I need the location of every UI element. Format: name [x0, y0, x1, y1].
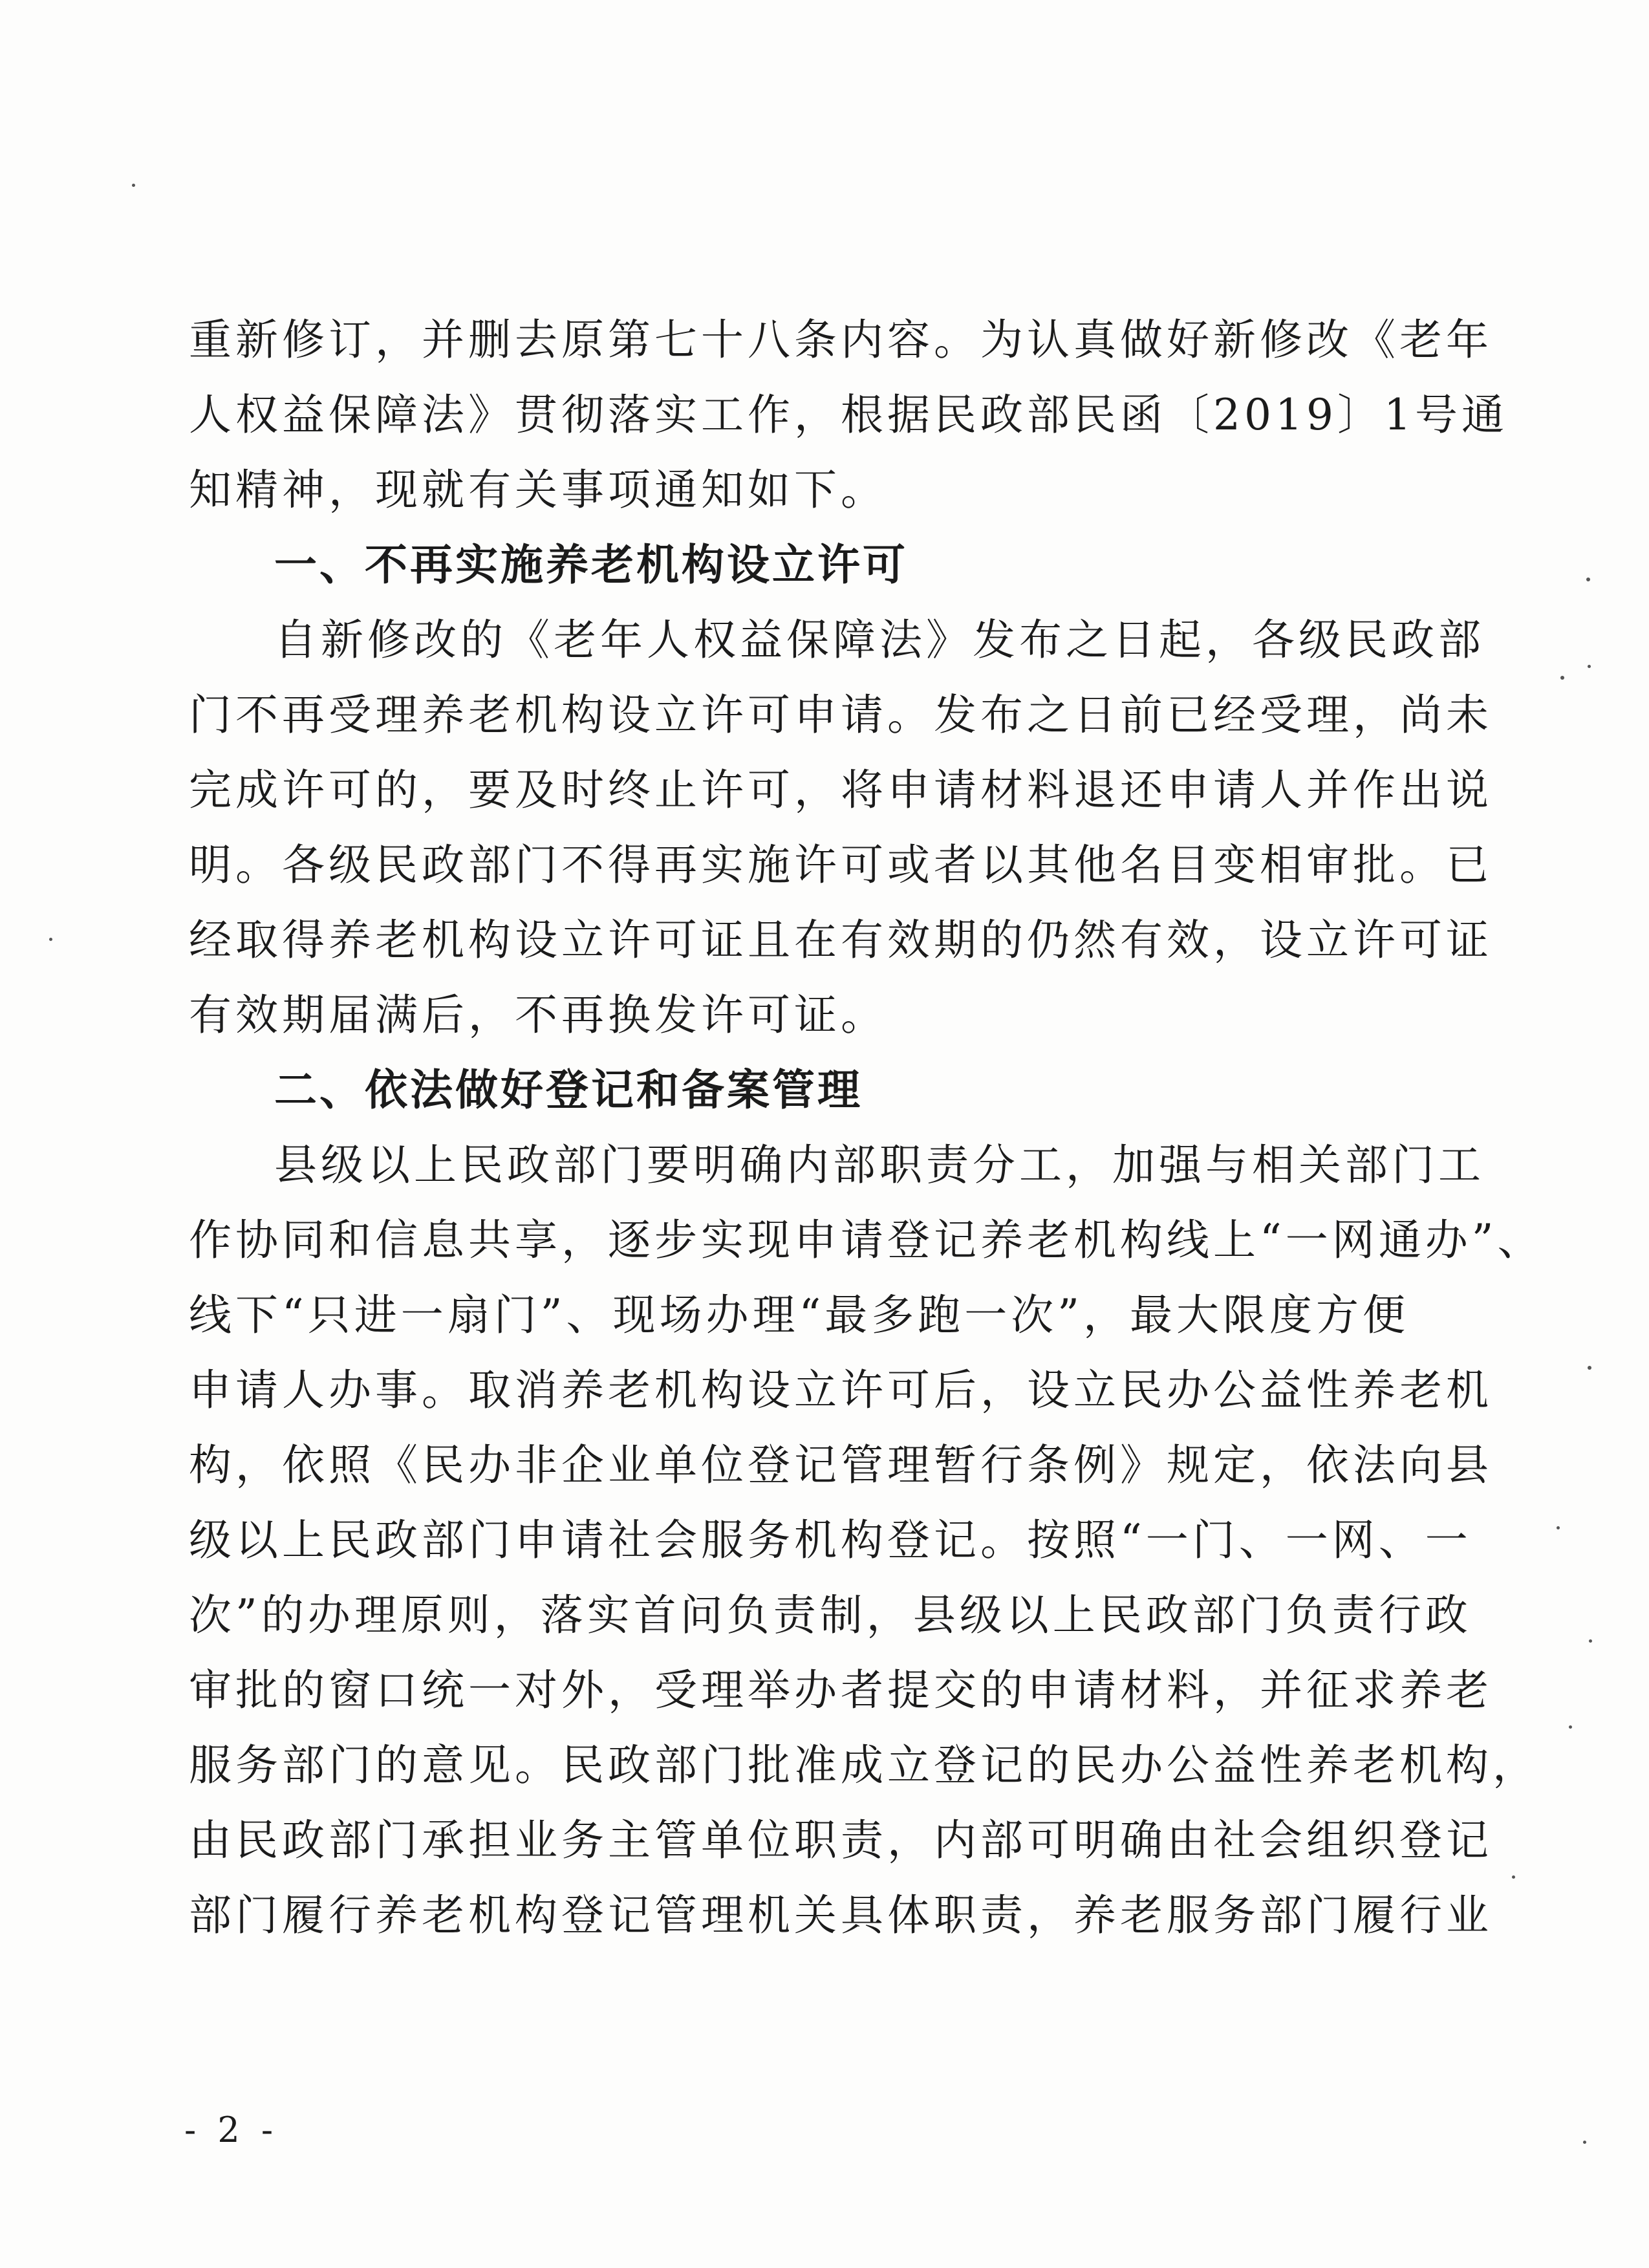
text-line: 门不再受理养老机构设立许可申请。发布之日前已经受理，尚未 [189, 690, 1493, 740]
text-line: 服务部门的意见。民政部门批准成立登记的民办公益性养老机构， [189, 1740, 1539, 1790]
text-line: 有效期届满后，不再换发许可证。 [189, 990, 887, 1040]
scan-speck [49, 938, 52, 941]
text-line: 部门履行养老机构登记管理机关具体职责，养老服务部门履行业 [189, 1890, 1493, 1940]
text-line: 审批的窗口统一对外，受理举办者提交的申请材料，并征求养老 [189, 1665, 1493, 1715]
scan-speck [1569, 1725, 1572, 1729]
text-line: 明。各级民政部门不得再实施许可或者以其他名目变相审批。已 [189, 840, 1493, 890]
text-line: 人权益保障法》贯彻落实工作，根据民政部民函〔2019〕1号通 [189, 390, 1508, 440]
text-line: 作协同和信息共享，逐步实现申请登记养老机构线上“一网通办”、 [189, 1215, 1544, 1265]
scan-speck [1557, 1526, 1560, 1529]
text-line: 经取得养老机构设立许可证且在有效期的仍然有效，设立许可证 [189, 915, 1493, 965]
scan-speck [1589, 1639, 1592, 1643]
scan-speck [1512, 1875, 1515, 1879]
text-line: 级以上民政部门申请社会服务机构登记。按照“一门、一网、一 [189, 1515, 1472, 1565]
text-line: 由民政部门承担业务主管单位职责，内部可明确由社会组织登记 [189, 1815, 1493, 1865]
text-line: 自新修改的《老年人权益保障法》发布之日起，各级民政部 [274, 615, 1485, 665]
section-heading: 一、不再实施养老机构设立许可 [274, 540, 908, 590]
text-line: 知精神，现就有关事项通知如下。 [189, 465, 887, 515]
scan-speck [1583, 2141, 1586, 2144]
scan-speck [1560, 676, 1564, 680]
text-line: 县级以上民政部门要明确内部职责分工，加强与相关部门工 [274, 1140, 1485, 1190]
text-line: 完成许可的，要及时终止许可，将申请材料退还申请人并作出说 [189, 765, 1493, 815]
scan-speck [1588, 665, 1591, 668]
scan-speck [1588, 1366, 1591, 1370]
section-heading: 二、依法做好登记和备案管理 [274, 1065, 863, 1115]
document-body [189, 303, 1544, 1953]
text-line: 构，依照《民办非企业单位登记管理暂行条例》规定，依法向县 [189, 1440, 1493, 1490]
scan-speck [1586, 578, 1590, 581]
page-number: - 2 - [184, 2110, 279, 2150]
text-line: 重新修订，并删去原第七十八条内容。为认真做好新修改《老年 [189, 315, 1493, 365]
text-line: 线下“只进一扇门”、现场办理“最多跑一次”，最大限度方便 [189, 1290, 1409, 1340]
text-line: 次”的办理原则，落实首问负责制，县级以上民政部门负责行政 [189, 1590, 1472, 1640]
text-line: 申请人办事。取消养老机构设立许可后，设立民办公益性养老机 [189, 1365, 1493, 1415]
scan-speck [132, 184, 135, 187]
